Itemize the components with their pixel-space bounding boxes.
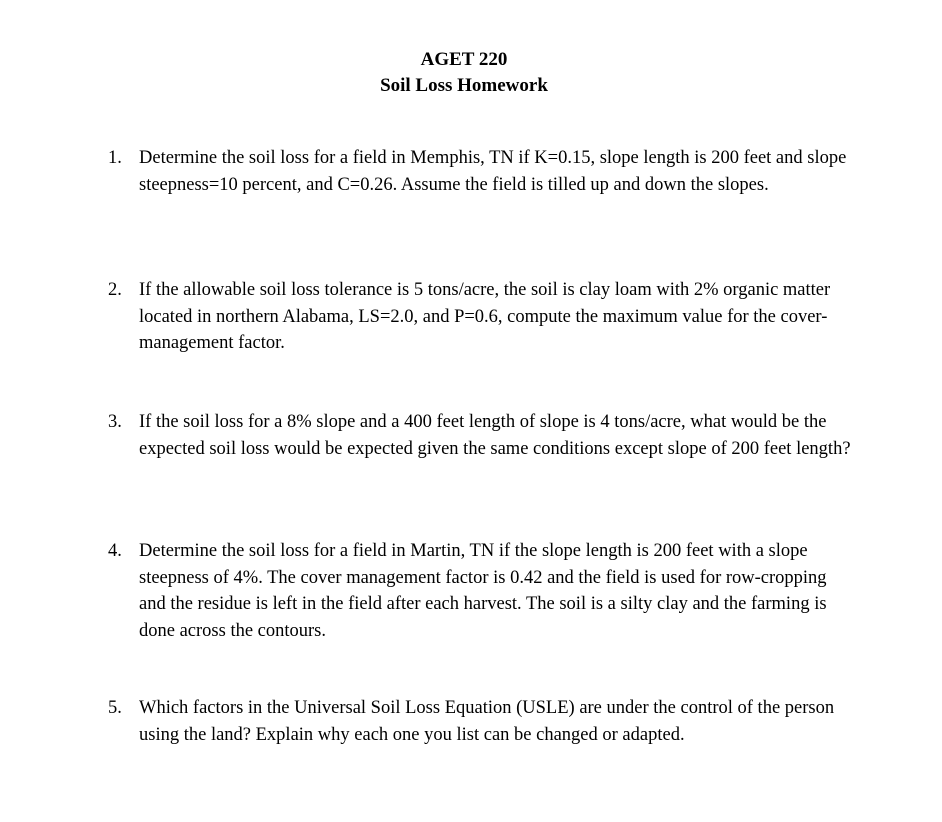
question-text: Determine the soil loss for a field in Martin, TN if the slope length is 200 feet with a slope steepness of 4%. The cover management factor is 0.42 and the field is used for row-cropping and the residue is left in the field after each harvest. The soil is a silty clay and the farming is done across the contours. <box>139 541 827 641</box>
question-item <box>108 145 856 198</box>
question-item <box>108 695 856 748</box>
question-text: If the allowable soil loss tolerance is 5 tons/acre, the soil is clay loam with 2% organic matter located in northern Alabama, LS=2.0, and P=0.6, compute the maximum value for the cover-management factor. <box>139 280 831 353</box>
question-number: 1. <box>108 148 122 168</box>
question-number: 2. <box>108 280 122 300</box>
document-header <box>0 47 935 99</box>
question-text: Which factors in the Universal Soil Loss Equation (USLE) are under the control of the person using the land? Explain why each one you list can be changed or adapted. <box>139 698 835 745</box>
question-number: 3. <box>108 412 122 432</box>
question-number: 4. <box>108 541 122 561</box>
question-text: If the soil loss for a 8% slope and a 400 feet length of slope is 4 tons/acre, what would be the expected soil loss would be expected given the same conditions except slope of 200 feet length? <box>139 412 851 459</box>
question-item <box>108 277 856 357</box>
document-title: Soil Loss Homework <box>380 75 548 96</box>
course-code: AGET 220 <box>420 49 508 70</box>
question-text: Determine the soil loss for a field in Memphis, TN if K=0.15, slope length is 200 feet and slope steepness=10 percent, and C=0.26. Assume the field is tilled up and down the slopes. <box>139 148 847 195</box>
question-item <box>108 538 856 644</box>
question-number: 5. <box>108 698 122 718</box>
question-item <box>108 409 856 462</box>
